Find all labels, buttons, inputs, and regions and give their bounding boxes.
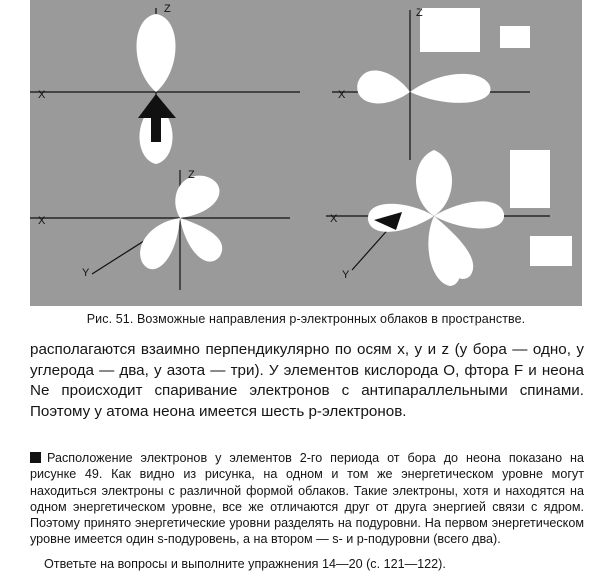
axis-x-label: X xyxy=(330,213,338,225)
summary-text: Расположение электронов у элементов 2-го периода от бора до неона показано на рисунке 49. Как видно из рисунка, на одном и том же энергетическом уровне могут находиться электроны с различной формой облаков. Такие электроны, хотя и находятся на одном энергетическом уровне, все же отличаются друг от друга энергией связи с ядром. Поэтому принято энергетические уровни разделять на подуровни. На первом энергетическом уровне имеется один s-подуровень, а на втором — s- и p-подуровни (всего два). xyxy=(30,451,584,547)
axis-y-label: Y xyxy=(82,267,90,279)
orbital-px-right xyxy=(332,8,530,160)
summary-marker-icon xyxy=(30,452,41,463)
orbital-pz xyxy=(30,8,300,164)
axis-x-label: X xyxy=(338,89,346,101)
main-paragraph: располагаются взаимно перпендикулярно по осям x, y и z (у бора — одно, у углерода — два, у азота — три). У элементов кислорода O, фтора F и неона Ne происходит спаривание электронов с антипараллельными спинами. Поэтому у атома неона имеется шесть p-электронов. xyxy=(30,341,584,420)
axis-z-label: Z xyxy=(164,3,171,15)
summary-paragraph xyxy=(30,450,584,548)
axis-x-label: X xyxy=(38,89,46,101)
orbital-px xyxy=(30,170,290,290)
figure-caption: Рис. 51. Возможные направления p-электронных облаков в пространстве. xyxy=(86,312,526,326)
p-orbitals-illustration xyxy=(30,0,582,306)
exercise-line: Ответьте на вопросы и выполните упражнения 14—20 (с. 121—122). xyxy=(44,557,446,571)
orbital-figure xyxy=(30,0,582,306)
axis-z-label: Z xyxy=(416,7,423,19)
axis-y-label: Y xyxy=(342,269,350,281)
orbital-pxyz xyxy=(326,150,572,286)
axis-z-label: Z xyxy=(188,169,195,181)
axis-x-label: X xyxy=(38,215,46,227)
